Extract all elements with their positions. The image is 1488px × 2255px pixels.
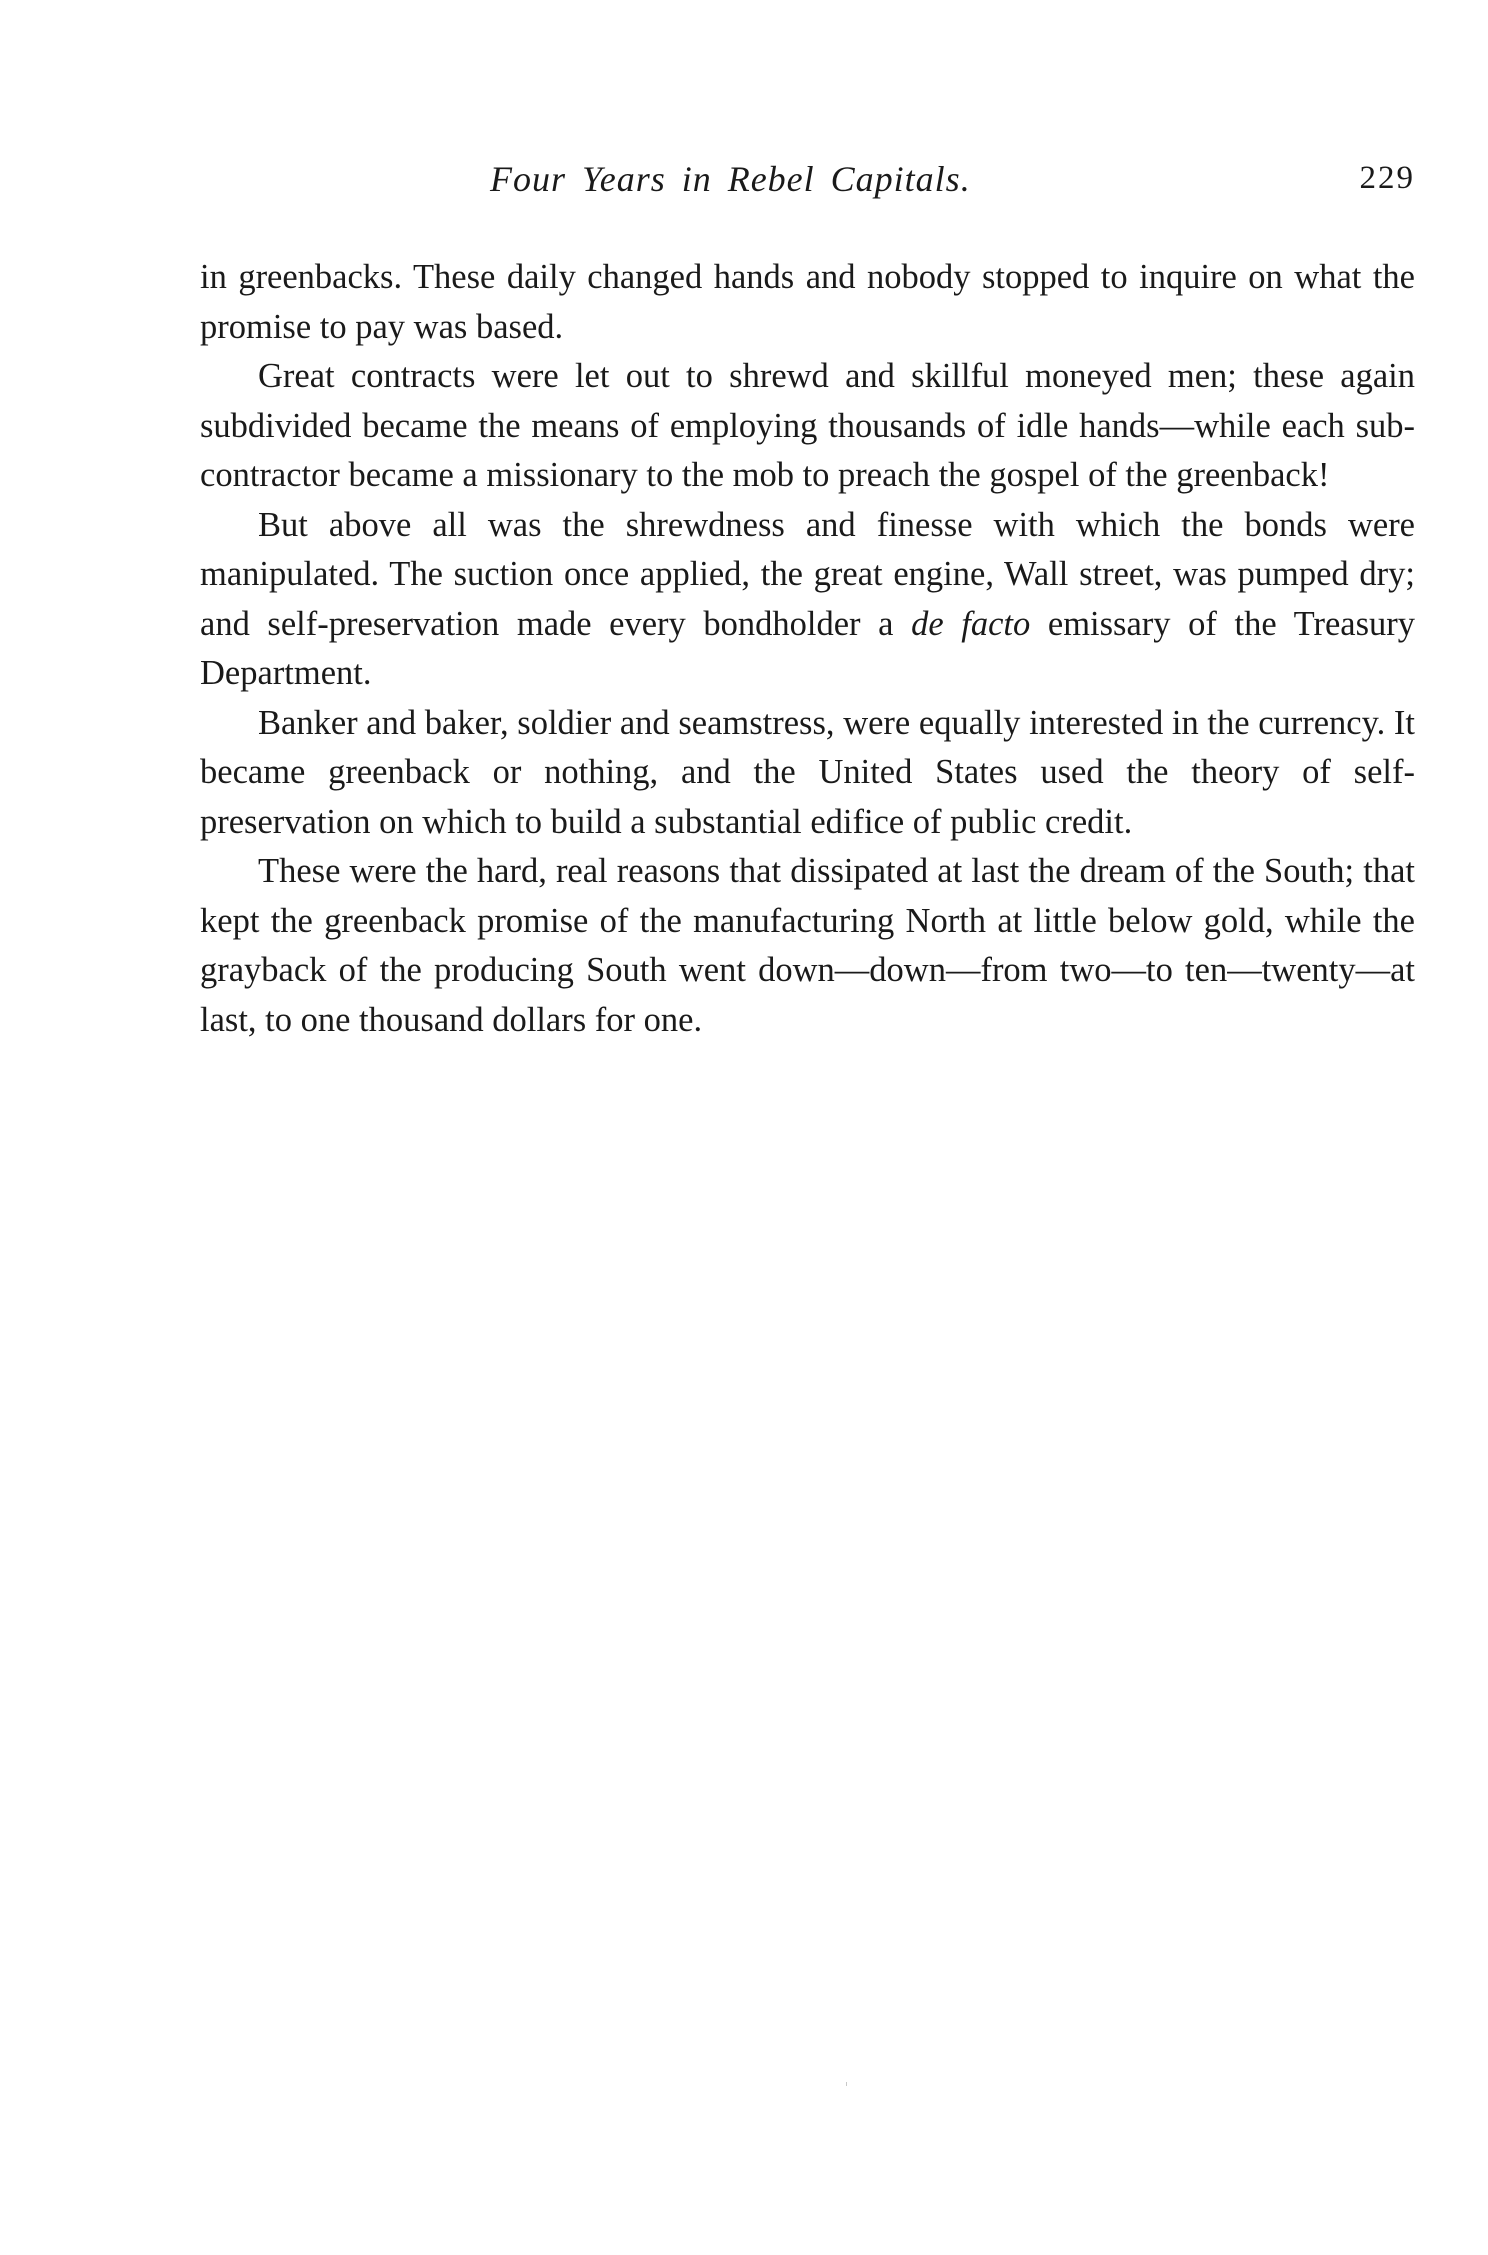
body-text (200, 253, 1415, 1045)
paragraph-continuation: in greenbacks. These daily changed hands and nobody stopped to inquire on what the promise to pay was based. (200, 258, 1415, 346)
italic-phrase: de facto (911, 604, 1031, 643)
paper-speck (846, 2082, 847, 2086)
running-title: Four Years in Rebel Capitals. (490, 159, 971, 199)
paragraph-bonds-text-start: But above all was the shrewdness and finesse with which the bonds were manipulated. The suction once applied, the great engine, Wall street, was pumped dry; and self-preservation made every bondholder a (200, 505, 1415, 643)
running-head (200, 158, 1415, 218)
paragraph-bonds-text-end: emissary of the Treasury Department. (200, 604, 1416, 692)
paragraph-bonds (200, 501, 1415, 699)
paragraph-reasons: These were the hard, real reasons that dissipated at last the dream of the South; that kept the greenback promise of the manufacturing North at little below gold, while the grayback of the producing South went down—down—from two—to ten—twenty—at last, to one thousand dollars for one. (200, 852, 1415, 1039)
page-number: 229 (1359, 160, 1415, 196)
paragraph-contracts: Great contracts were let out to shrewd and skillful moneyed men; these again subdivided became the means of employing thousands of idle hands—while each sub-contractor became a missionary to the mob to preach the gospel of the greenback! (200, 357, 1415, 494)
paragraph-currency: Banker and baker, soldier and seamstress, were equally interested in the currency. It became greenback or nothing, and the United States used the theory of self-preservation on which to build a substantial edifice of public credit. (200, 703, 1415, 841)
